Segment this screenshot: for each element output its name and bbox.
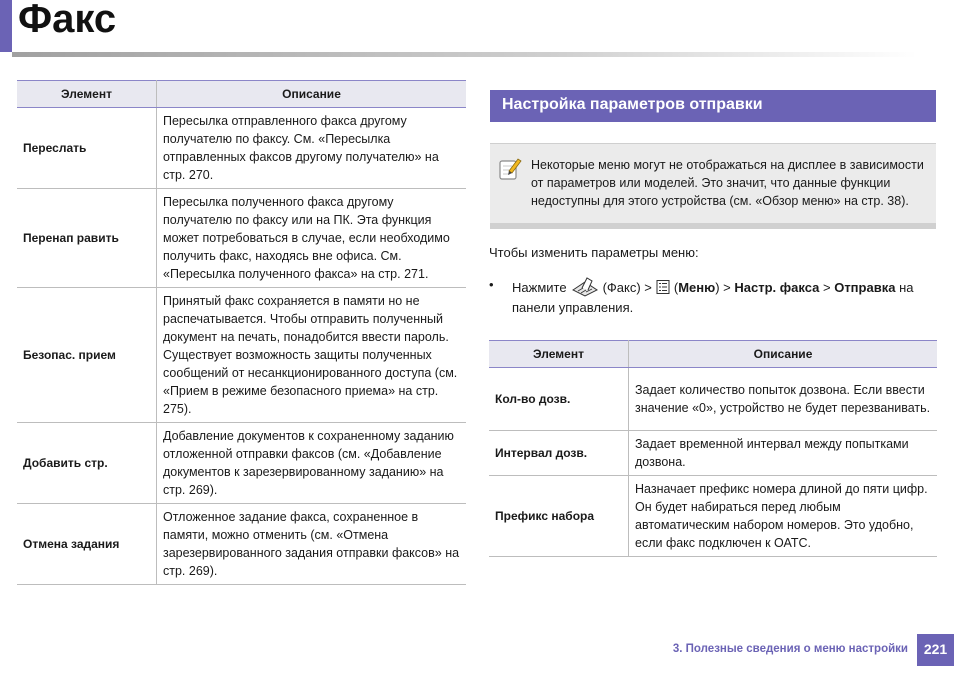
left-options-table: [17, 80, 466, 585]
row-description: Принятый факс сохраняется в памяти но не распечатывается. Чтобы отправить полученный документ на печать, понадобится ввести пароль. Существует возможность защиты полученных сообщений от несанкционированного доступа (см. «Прием в режиме безопасного приема» на стр. 275).: [157, 288, 467, 423]
step-menu-open: (: [673, 279, 679, 295]
row-element-label: Перенап равить: [17, 189, 157, 288]
instruction-step: [512, 276, 913, 298]
row-element-label: Кол-во дозв.: [489, 368, 629, 431]
section-title: Настройка параметров отправки: [490, 90, 936, 122]
row-element-label: Переслать: [17, 108, 157, 189]
row-description: Отложенное задание факса, сохраненное в памяти, можно отменить (см. «Отмена зарезервированного задания отправки факсов» на стр. 269).: [157, 504, 467, 585]
step-menu: Меню: [678, 279, 716, 295]
row-element-label: Безопас. прием: [17, 288, 157, 423]
table-row: [17, 504, 466, 585]
row-description: Добавление документов к сохраненному заданию отложенной отправки факсов (см. «Добавление документов к зарезервированному заданию» на стр. 269).: [157, 423, 467, 504]
row-element-label: Добавить стр.: [17, 423, 157, 504]
page-number: 221: [917, 634, 954, 666]
step-fax-setup: Настр. факса: [734, 279, 820, 295]
title-accent-bar: [0, 0, 12, 52]
right-options-table: [489, 340, 937, 557]
title-divider: [12, 52, 917, 57]
column-header-description: Описание: [629, 341, 938, 368]
row-description: Задает временной интервал между попытками дозвона.: [629, 431, 938, 476]
step-on: на: [899, 279, 914, 295]
row-element-label: Префикс набора: [489, 476, 629, 557]
note-text: Некоторые меню могут не отображаться на дисплее в зависимости от параметров или моделей. Это значит, что данные функции недоступны для этого устройства (см. «Обзор меню» на стр. 38).: [531, 158, 924, 208]
table-row: [489, 476, 937, 557]
note-bottom-strip: [490, 223, 936, 229]
row-description: Пересылка полученного факса другому получателю по факсу или на ПК. Эта функция может потребоваться в случае, если необходимо получить факс, находясь вне офиса. См. «Пересылка полученного факса» на стр. 271.: [157, 189, 467, 288]
footer-chapter: 3. Полезные сведения о меню настройки: [672, 643, 908, 655]
step-sending: Отправка: [834, 279, 896, 295]
note-pencil-icon: [498, 156, 522, 182]
table-row: [17, 288, 466, 423]
table-row: [489, 368, 937, 431]
table-row: [17, 423, 466, 504]
table-row: [17, 108, 466, 189]
table-header-row: [17, 81, 466, 108]
intro-text: Чтобы изменить параметры меню:: [489, 245, 699, 260]
row-element-label: Отмена задания: [17, 504, 157, 585]
fax-icon: [570, 276, 600, 298]
column-header-element: Элемент: [17, 81, 157, 108]
table-header-row: [489, 341, 937, 368]
row-description: Задает количество попыток дозвона. Если ввести значение «0», устройство не будет перезванивать.: [629, 368, 938, 431]
menu-icon: [655, 279, 671, 295]
step-separator: >: [822, 279, 831, 295]
bullet: •: [489, 277, 494, 292]
note-box: [490, 143, 936, 229]
row-element-label: Интервал дозв.: [489, 431, 629, 476]
column-header-element: Элемент: [489, 341, 629, 368]
instruction-step-continuation: панели управления.: [512, 300, 634, 315]
table-row: [17, 189, 466, 288]
row-description: Пересылка отправленного факса другому получателю по факсу. См. «Пересылка отправленных факсов другому получателю» на стр. 270.: [157, 108, 467, 189]
step-menu-close: ) >: [715, 279, 731, 295]
page-title: Факс: [18, 0, 117, 41]
row-description: Назначает префикс номера длиной до пяти цифр. Он будет набираться перед любым автоматическим набором номеров. Это удобно, если факс подключен к ОАТС.: [629, 476, 938, 557]
step-fax: (Факс) >: [602, 279, 652, 295]
table-row: [489, 431, 937, 476]
column-header-description: Описание: [157, 81, 467, 108]
step-press: Нажмите: [512, 279, 567, 295]
